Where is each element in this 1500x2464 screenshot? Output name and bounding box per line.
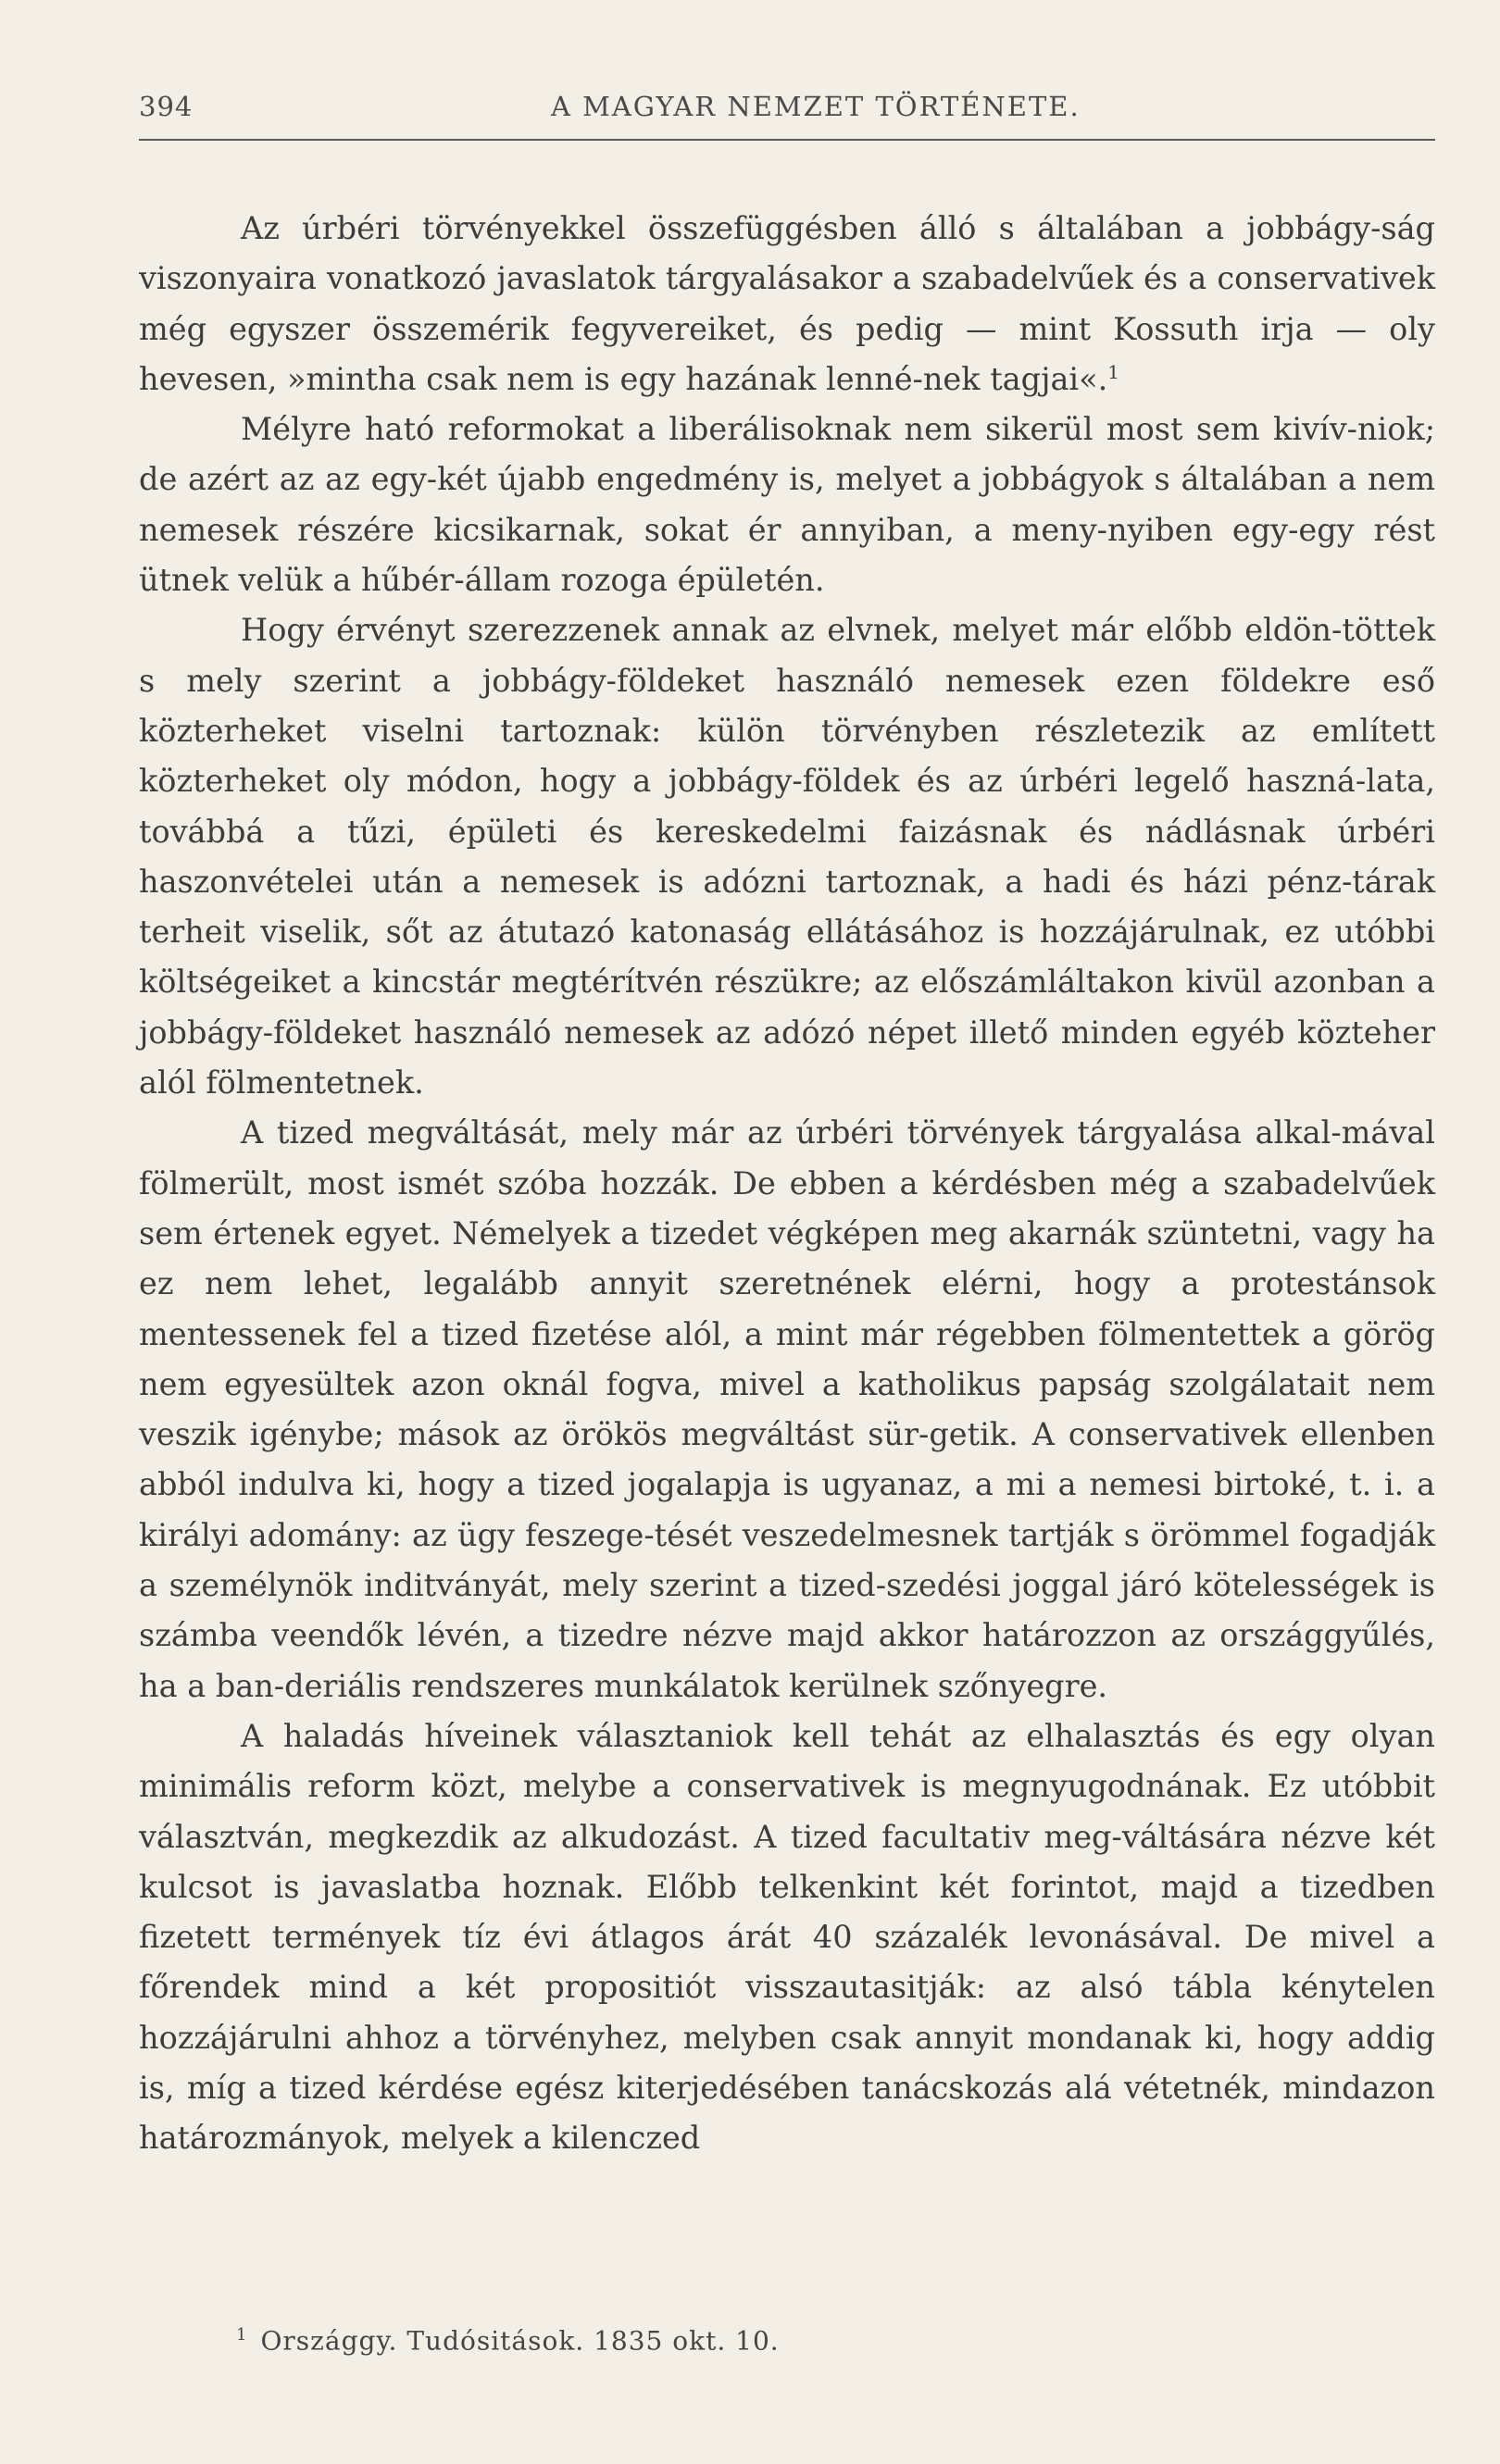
running-title: A MAGYAR NEMZET TÖRTÉNETE. [551,91,1081,122]
paragraph-2: Mélyre ható reformokat a liberálisoknak nem sikerül most sem kivív-niok; de azért az az egy-két újabb engedmény is, melyet a jobbágyok s általában a nem nemesek részére kicsikarnak, sokat ér annyiban, a meny-nyiben egy-egy rést ütnek velük a hűbér-állam rozoga épületén. [139,411,1435,599]
footnote-reference: 1 [1107,360,1120,383]
header-rule [139,139,1435,141]
footnote-mark: 1 [236,2325,248,2345]
running-head [139,91,1444,131]
paragraph-1-text: Az úrbéri törvényekkel összefüggésben álló s általában a jobbágy-ság viszonyaira vonatkozó javaslatok tárgyalásakor a szabadelvűek és a conservativek még egyszer összemérik fegyvereiket, és pedig — mint Kossuth irja — oly hevesen, »mintha csak nem is egy hazának lenné-nek tagjai«. [139,210,1435,397]
paragraph-1 [139,204,1435,404]
paragraph-4: A tized megváltását, mely már az úrbéri törvények tárgyalása alkal-mával fölmerült, most ismét szóba hozzák. De ebben a kérdésben még a szabadelvűek sem értenek egyet. Némelyek a tizedet végképen meg akarnák szüntetni, vagy ha ez nem lehet, legalább annyit szeretnének elérni, hogy a protestánsok mentessenek fel a tized fizetése alól, a mint már régebben fölmentettek a görög nem egyesültek azon oknál fogva, mivel a katholikus papság szolgálatait nem veszik igénybe; mások az örökös megváltást sür-getik. A conservativek ellenben abból indulva ki, hogy a tized jogalapja is ugyanaz, a mi a nemesi birtoké, t. i. a királyi adomány: az ügy feszege-tését veszedelmesnek tartják s örömmel fogadják a személynök inditványát, mely szerint a tized-szedési joggal járó kötelességek is számba veendők lévén, a tizedre nézve majd akkor határozzon az országgyűlés, ha a ban-deriális rendszeres munkálatok kerülnek szőnyegre. [139,1114,1435,1704]
paragraph-5: A haladás híveinek választaniok kell tehát az elhalasztás és egy olyan minimális reform közt, melybe a conservativek is megnyugodnának. Ez utóbbit választván, megkezdik az alkudozást. A tized facultativ meg-váltására nézve két kulcsot is javaslatba hoznak. Előbb telkenkint két forintot, majd a tizedben fizetett termények tíz évi átlagos árát 40 százalék levonásával. De mivel a főrendek mind a két propositiót visszautasitják: az alsó tábla kénytelen hozzájárulni ahhoz a törvényhez, melyben csak annyit mondanak ki, hogy addig is, míg a tized kérdése egész kiterjedésében tanácskozás alá vétetnék, mindazon határozmányok, melyek a kilenczed [139,1717,1435,2157]
footnote-text: Országgy. Tudósitások. 1835 okt. 10. [260,2325,780,2357]
body-text [139,204,1435,2164]
page-number: 394 [139,91,194,122]
footnote [236,2319,1347,2358]
paragraph-3: Hogy érvényt szerezzenek annak az elvnek, melyet már előbb eldön-töttek s mely szerint a jobbágy-földeket használó nemesek ezen földekre eső közterheket viselni tartoznak: külön törvényben részletezik az említett közterheket oly módon, hogy a jobbágy-földek és az úrbéri legelő haszná-lata, továbbá a tűzi, épületi és kereskedelmi faizásnak és nádlásnak úrbéri haszonvételei után a nemesek is adózni tartoznak, a hadi és házi pénz-tárak terheit viselik, sőt az átutazó katonaság ellátásához is hozzájárulnak, ez utóbbi költségeiket a kincstár megtérítvén részükre; az előszámláltakon kivül azonban a jobbágy-földeket használó nemesek az adózó népet illető minden egyéb közteher alól fölmentetnek. [139,612,1435,1101]
